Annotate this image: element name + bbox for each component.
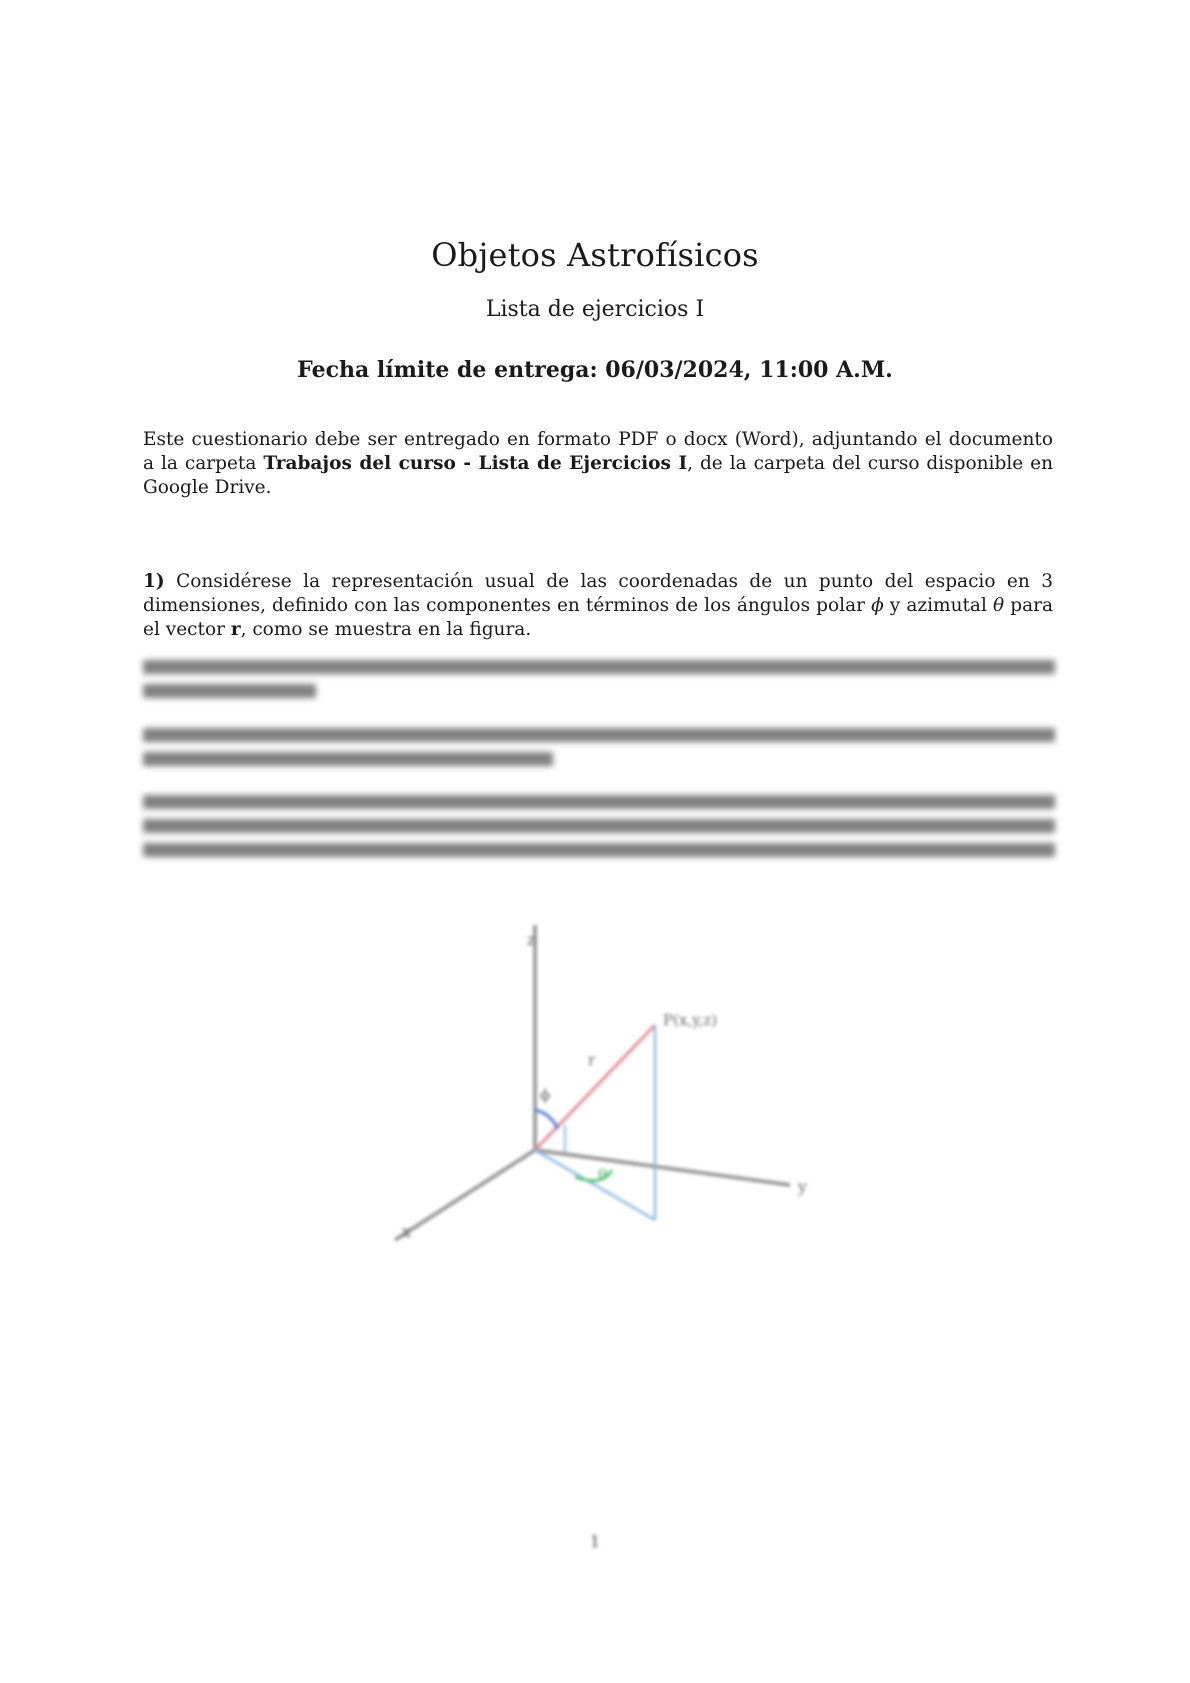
document-title: Objetos Astrofísicos [431,236,759,275]
blurred-subquestion-c [143,790,1055,857]
question-text-d: , como se muestra en la figura. [240,619,532,640]
theta-symbol: θ [993,595,1005,616]
x-axis [395,1150,535,1240]
blurred-subquestion-a [143,655,1055,698]
theta-label: θ [598,1166,608,1184]
intro-folder-name: Trabajos del curso - Lista de Ejercicios I [263,453,688,474]
r-label: r [588,1051,596,1069]
deadline-text: Fecha límite de entrega: 06/03/2024, 11:00 A.M. [297,357,893,383]
question-number: 1) [143,571,165,592]
coordinate-figure [380,915,840,1255]
intro-text-2: , de la carpeta del curso disponible en Google Drive. [143,453,1054,498]
document-subtitle: Lista de ejercicios I [485,297,705,322]
page-number: 1 [589,1532,601,1551]
vector-r [535,1025,655,1150]
phi-symbol: ϕ [871,595,884,616]
question-1 [143,570,1053,642]
vector-symbol: r [230,619,241,640]
axis-z-label: z [527,930,536,949]
question-text-a: Considérese la representación usual de las coordenadas de un punto del espacio en 3 dimensiones, definido con las componentes en términos de los ángulos polar [143,571,1053,616]
phi-label: ϕ [540,1086,551,1104]
blurred-subquestion-b [143,723,1055,766]
point-label: P(x,y,z) [663,1011,718,1029]
question-text-b: y azimutal [883,595,993,616]
polar-angle-arc [535,1110,558,1129]
axis-x-label: x [402,1222,412,1241]
y-axis [535,1150,790,1185]
question-text-c: para el vector [143,595,1053,640]
intro-paragraph [143,428,1053,500]
intro-text-1: Este cuestionario debe ser entregado en formato PDF o docx (Word), adjuntando el documento a la carpeta [143,429,1053,474]
axis-y-label: y [798,1177,808,1196]
projection-plane [535,1150,655,1220]
